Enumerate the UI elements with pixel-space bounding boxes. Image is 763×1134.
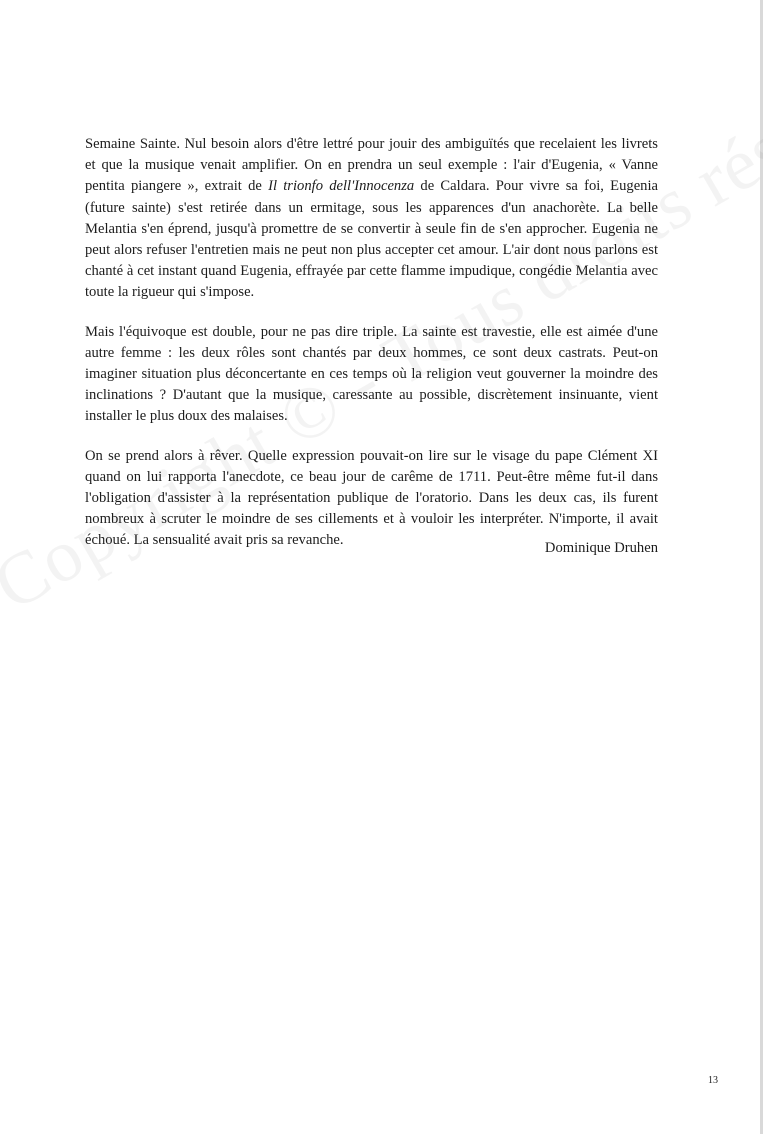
oratorio-title: Il trionfo dell'Innocenza: [268, 178, 415, 195]
page-number: 13: [708, 1075, 718, 1086]
paragraph-1-text-end: de Caldara. Pour vivre sa foi, Eugenia (future sainte) s'est retirée dans un ermitage, sous les apparences d'un anachorète. La belle Melantia s'en éprend, jusqu'à promettre de se convertir à seule fin de s'en approcher. Eugenia ne peut alors refuser l'entretien mais ne peut non plus accepter cet amour. L'air dont nous parlons est chanté à cet instant quand Eugenia, effrayée par cette flamme impudique, congédie Melantia avec toute la rigueur qui s'impose.: [85, 178, 658, 301]
paragraph-1: [85, 134, 658, 304]
body-text: [85, 134, 658, 570]
paragraph-1-text-start: Semaine Sainte. Nul besoin alors d'être lettré pour jouir des ambiguïtés que recelaient les livrets et que la musique venait amplifier. On en prendra un seul exemple : l'air d'Eugenia, « Vanne pentita piangere », extrait de: [85, 136, 658, 195]
paragraph-3: On se prend alors à rêver. Quelle expression pouvait-on lire sur le visage du pape Clément XI quand on lui rapporta l'anecdote, ce beau jour de carême de 1711. Peut-être même fut-il dans l'obligation d'assister à la représentation publique de l'oratorio. Dans les deux cas, ils furent nombreux à scruter le moindre de ses cillements et à vouloir les interpréter. N'importe, il avait échoué. La sensualité avait pris sa revanche.: [85, 447, 658, 549]
author-signature: Dominique Druhen: [544, 540, 658, 556]
paragraph-2: Mais l'équivoque est double, pour ne pas dire triple. La sainte est travestie, elle est aimée d'une autre femme : les deux rôles sont chantés par deux hommes, ce sont deux castrats. Peut-on imaginer situation plus déconcertante en ces temps où la religion veut gouverner la moindre des inclinations ? D'autant que la musique, caressante au possible, discrètement insinuante, vient installer le plus doux des malaises.: [85, 323, 658, 425]
